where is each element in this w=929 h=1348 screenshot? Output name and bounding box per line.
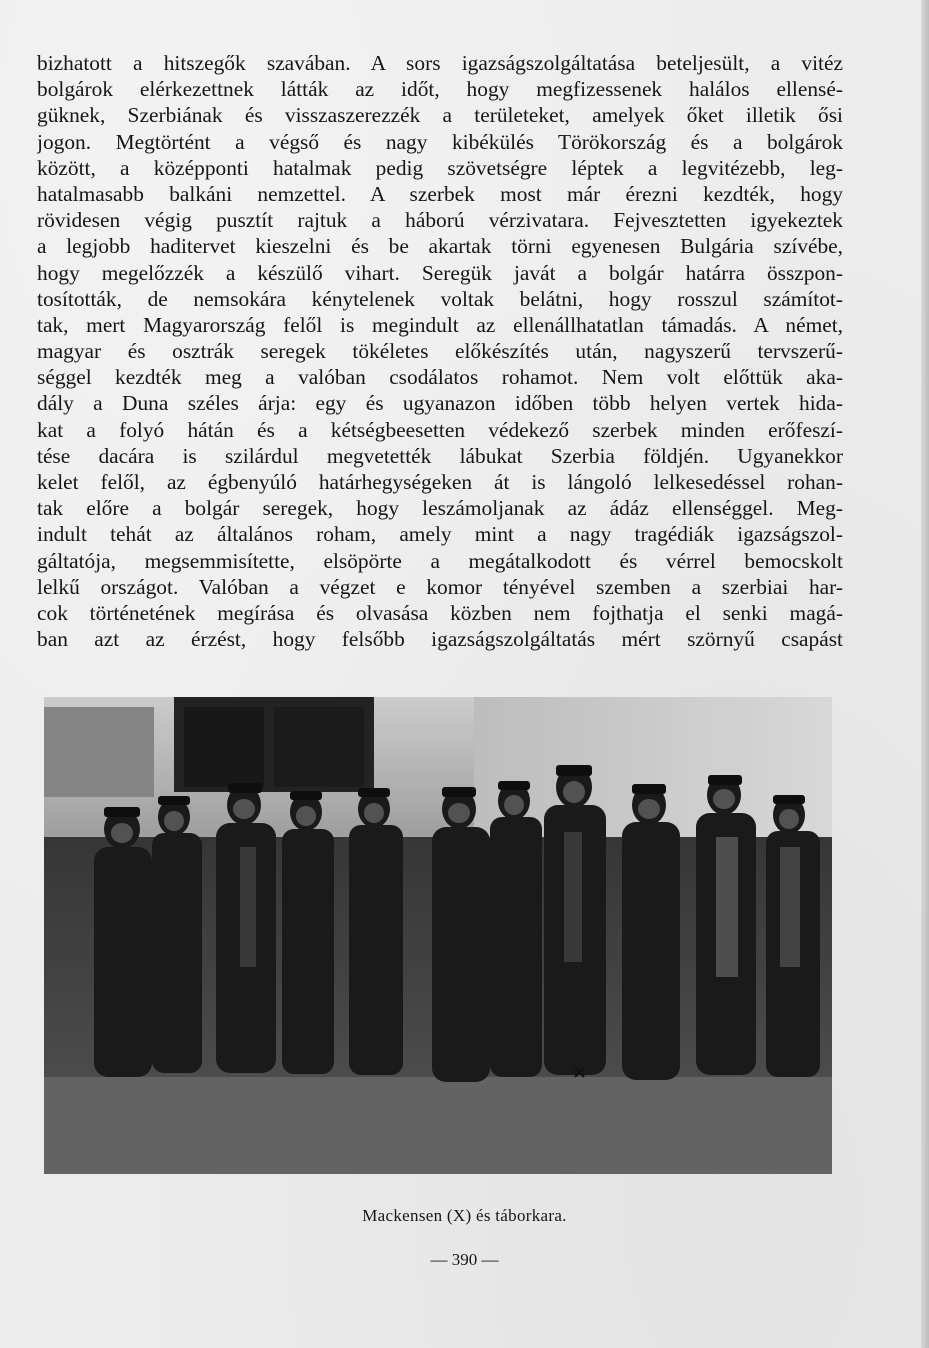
body-text [37, 50, 843, 652]
photo-marker: × [572, 1062, 588, 1083]
text-line: tak előre a bolgár seregek, hogy leszámoljanak az ádáz ellenséggel. Meg- [37, 496, 843, 521]
text-line: kat a folyó hátán és a kétségbeesetten védekező szerbek minden erőfeszí- [37, 417, 843, 442]
text-line: gáltatója, megsemmisítette, elsöpörte a megátalkodott és vérrel bemocskolt [37, 548, 843, 573]
text-line: lelkű országot. Valóban a végzet e komor tényével szemben a szerbiai har- [37, 574, 843, 599]
text-line: jogon. Megtörtént a végső és nagy kibékülés Törökország és a bolgárok [37, 129, 843, 154]
page-number: — 390 — [430, 1250, 499, 1269]
text-line: a legjobb haditervet kieszelni és be akartak törni egyenesen Bulgária szívébe, [37, 234, 843, 259]
text-line: ban azt az érzést, hogy felsőbb igazságszolgáltatás mért szörnyű csapást [37, 627, 843, 652]
text-line: güknek, Szerbiának és visszaszerezzék a területeket, amelyek őket illetik ősi [37, 103, 843, 128]
text-line: rövidesen végig pusztít rajtuk a háború vérzivatara. Fejvesztetten igyekeztek [37, 208, 843, 233]
text-line: indult tehát az általános roham, amely mint a nagy tragédiák igazságszol- [37, 522, 843, 547]
text-line: hatalmasabb balkáni nemzettel. A szerbek most már érezni kezdték, hogy [37, 181, 843, 206]
text-line: hogy megelőzzék a készülő vihart. Seregük javát a bolgár határra összpon- [37, 260, 843, 285]
text-line: között, a középponti hatalmak pedig szövetségre léptek a legvitézebb, leg- [37, 155, 843, 180]
page-edge [921, 0, 929, 1348]
text-line: bizhatott a hitszegők szavában. A sors igazságszolgáltatása beteljesült, a vitéz [37, 51, 843, 75]
text-line: dály a Duna széles árja: egy és ugyanazon időben több helyen vertek hida- [37, 391, 843, 416]
text-line: magyar és osztrák seregek tökéletes előkészítés után, nagyszerű tervszerű- [37, 339, 843, 364]
photo-caption: Mackensen (X) és táborkara. [362, 1206, 567, 1225]
text-line: bolgárok elérkezettnek látták az időt, hogy megfizessenek halálos ellensé- [37, 77, 843, 102]
text-line: tak, mert Magyarország felől is megindult az ellenállhatatlan támadás. A német, [37, 312, 843, 337]
text-line: tése dacára is szilárdul megvetették lábukat Szerbia földjén. Ugyanekkor [37, 443, 843, 468]
text-line: tosították, de nemsokára kénytelenek voltak belátni, hogy rosszul számítot- [37, 286, 843, 311]
text-line: cok történetének megírása és olvasása közben nem fojthatja el senki magá- [37, 600, 843, 625]
text-line: kelet felől, az égbenyúló határhegységeken át is lángoló lelkesedéssel rohan- [37, 470, 843, 494]
text-line: séggel kezdték meg a valóban csodálatos rohamot. Nem volt előttük aka- [37, 365, 843, 390]
group-photograph [44, 697, 832, 1174]
